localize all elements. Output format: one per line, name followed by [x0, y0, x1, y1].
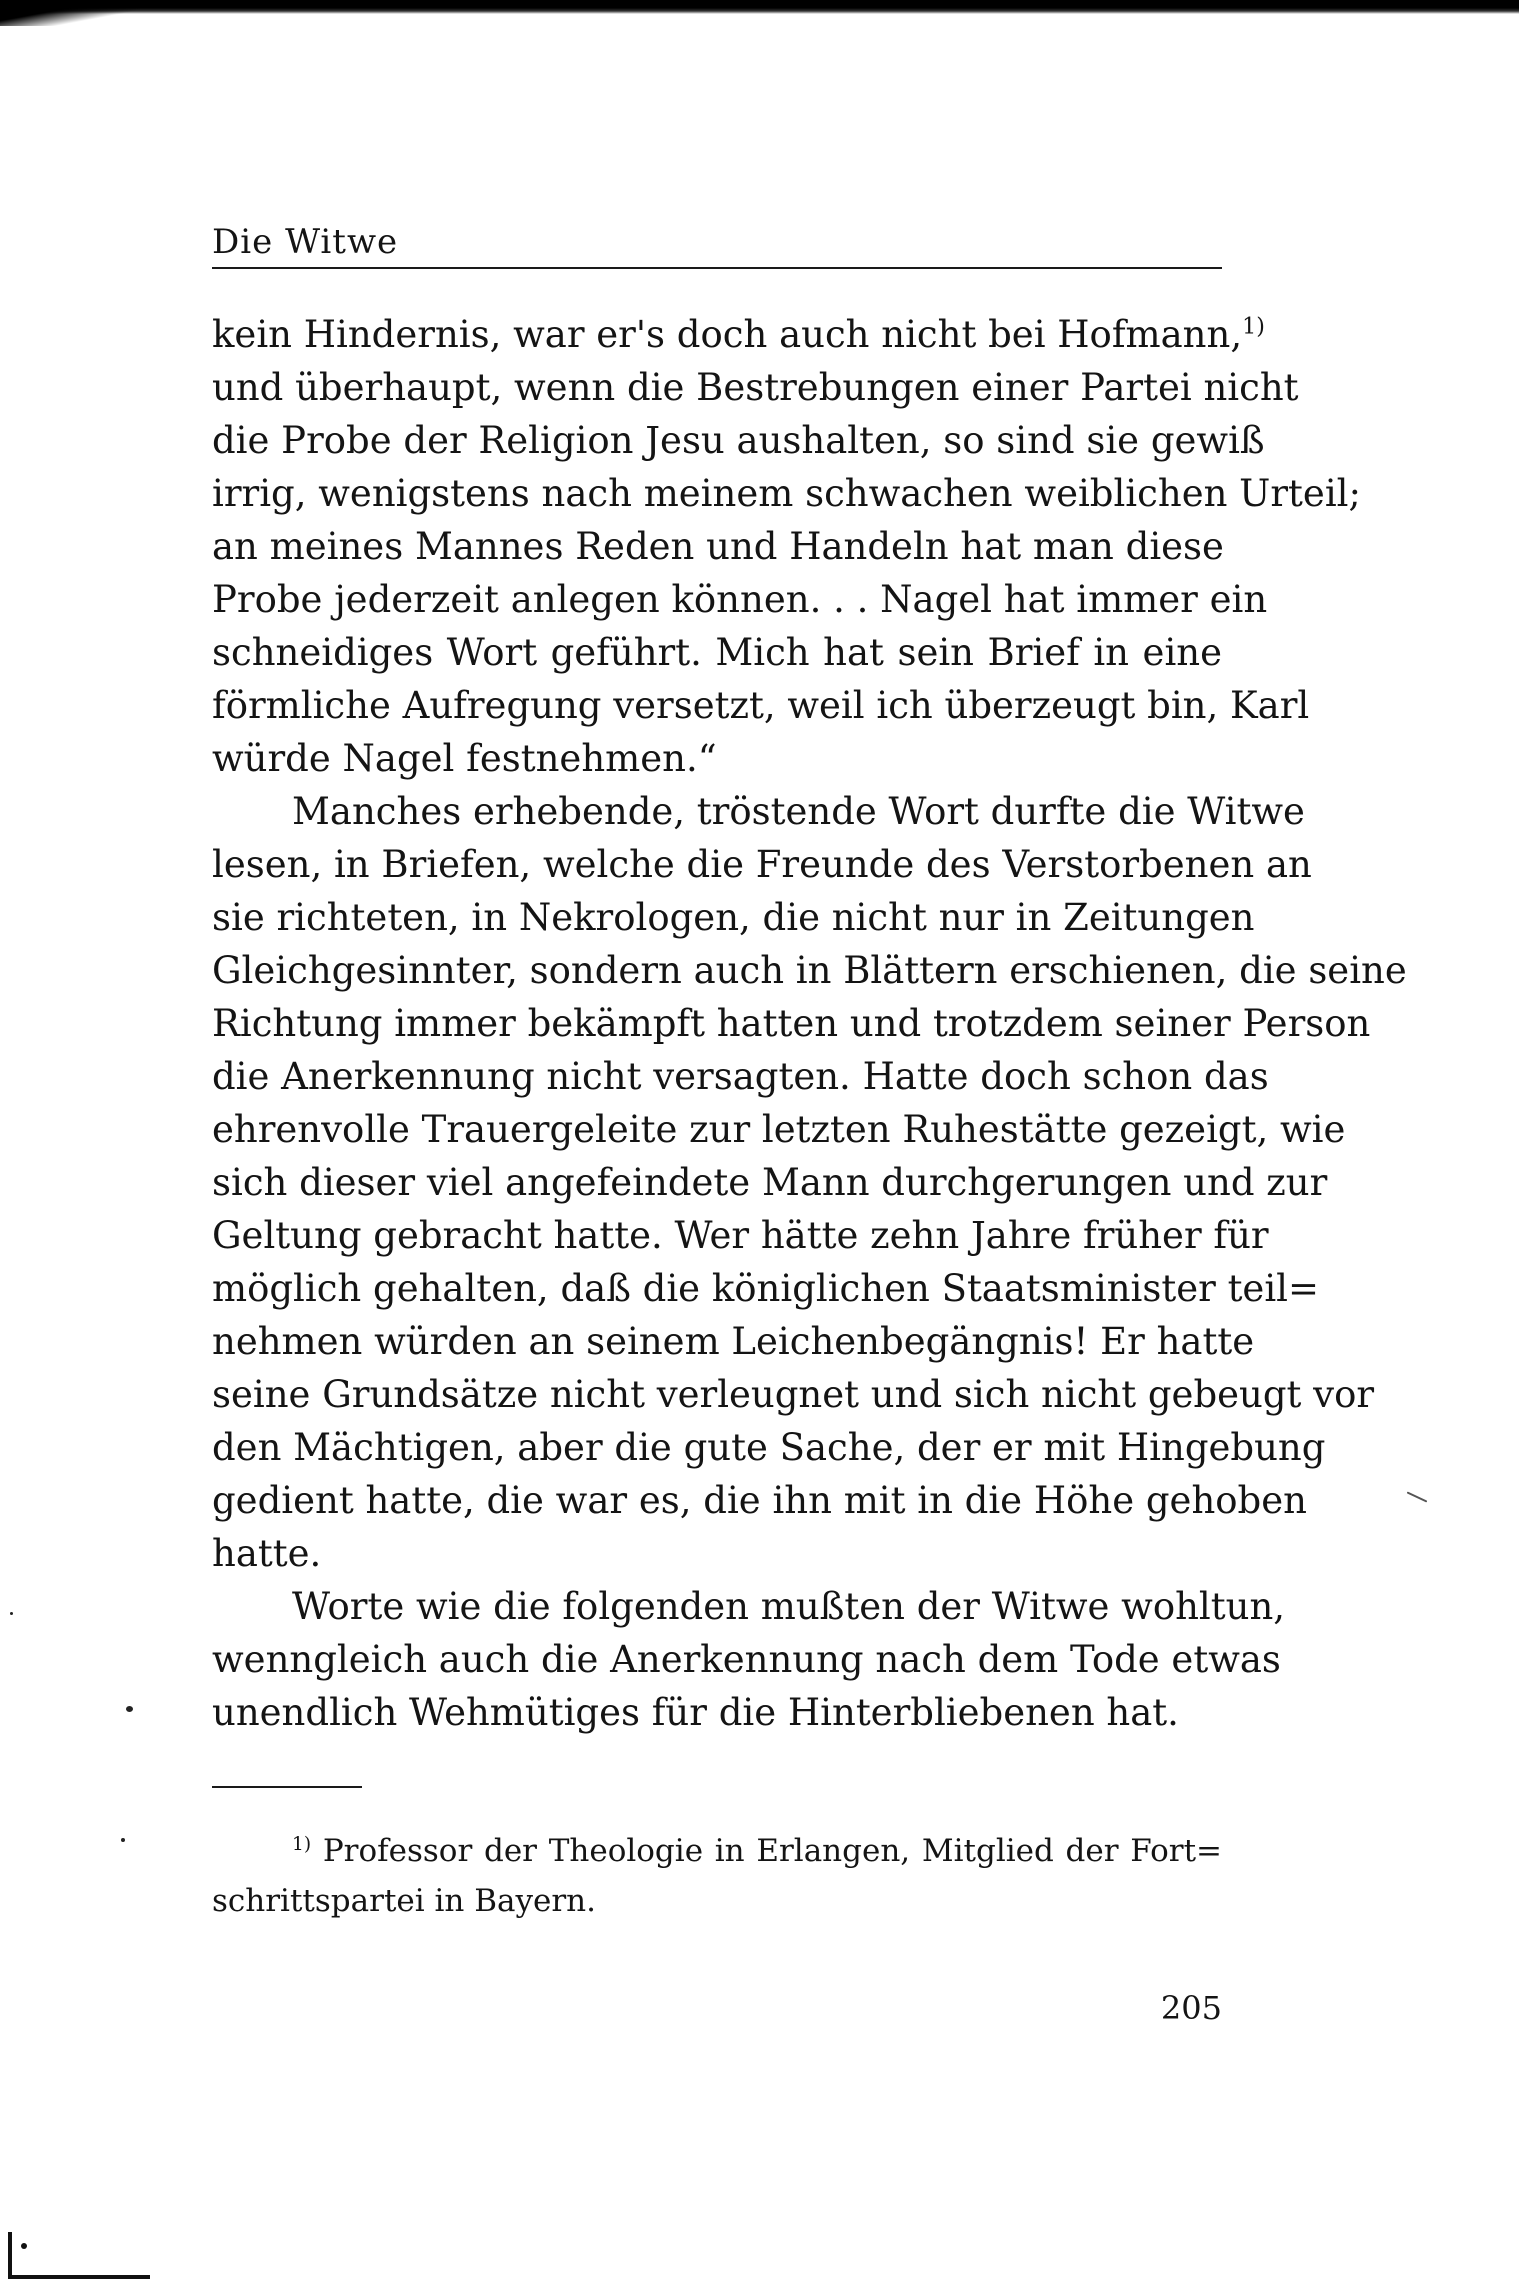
footnote-reference: 1) — [1242, 313, 1265, 340]
text-line-26: wenngleich auch die Anerkennung nach dem Tode etwas — [212, 1638, 1281, 1681]
text-line-1-content: kein Hindernis, war er's doch auch nicht bei Hofmann, — [212, 313, 1243, 356]
text-line-17: sich dieser viel angefeindete Mann durchgerungen und zur — [212, 1161, 1328, 1204]
body-text — [212, 308, 1407, 1739]
text-line-5: an meines Mannes Reden und Handeln hat man diese — [212, 525, 1224, 568]
text-line-22: den Mächtigen, aber die gute Sache, der er mit Hingebung — [212, 1426, 1326, 1469]
text-line-24: hatte. — [212, 1532, 322, 1575]
running-header — [212, 222, 1222, 268]
running-title: Die Witwe — [212, 222, 399, 262]
text-line-8: förmliche Aufregung versetzt, weil ich überzeugt bin, Karl — [212, 684, 1310, 727]
text-line-18: Geltung gebracht hatte. Wer hätte zehn Jahre früher für — [212, 1214, 1269, 1257]
scan-speck — [10, 1612, 13, 1615]
footnote — [212, 1826, 1222, 1926]
text-line-12: sie richteten, in Nekrologen, die nicht nur in Zeitungen — [212, 896, 1255, 939]
text-line-21: seine Grundsätze nicht verleugnet und sich nicht gebeugt vor — [212, 1373, 1375, 1416]
scan-edge-top — [0, 0, 1519, 14]
text-line-15: die Anerkennung nicht versagten. Hatte doch schon das — [212, 1055, 1269, 1098]
text-line-13: Gleichgesinnter, sondern auch in Blättern erschienen, die seine — [212, 949, 1407, 992]
text-line-7: schneidiges Wort geführt. Mich hat sein Brief in eine — [212, 631, 1222, 674]
text-line-19: möglich gehalten, daß die königlichen Staatsminister teil= — [212, 1267, 1320, 1310]
text-line-3: die Probe der Religion Jesu aushalten, so sind sie gewiß — [212, 419, 1265, 462]
text-line-16: ehrenvolle Trauergeleite zur letzten Ruhestätte gezeigt, wie — [212, 1108, 1346, 1151]
footnote-line-2: schrittspartei in Bayern. — [212, 1883, 597, 1919]
header-rule — [212, 267, 1222, 269]
text-line-20: nehmen würden an seinem Leichenbegängnis! Er hatte — [212, 1320, 1255, 1363]
text-line-11: lesen, in Briefen, welche die Freunde des Verstorbenen an — [212, 843, 1312, 886]
text-line-4: irrig, wenigstens nach meinem schwachen weiblichen Urteil; — [212, 472, 1361, 515]
text-line-6: Probe jederzeit anlegen können. . . Nagel hat immer ein — [212, 578, 1268, 621]
footnote-line-1-content: Professor der Theologie in Erlangen, Mitglied der Fort= — [322, 1833, 1222, 1869]
footnote-line-1 — [212, 1826, 1222, 1876]
text-line-1 — [212, 308, 1265, 361]
scan-speck — [121, 1838, 125, 1842]
scan-speck — [126, 1706, 133, 1712]
text-line-27: unendlich Wehmütiges für die Hinterbliebenen hat. — [212, 1691, 1179, 1734]
text-line-10: Manches erhebende, tröstende Wort durfte die Witwe — [292, 790, 1305, 833]
text-line-23: gedient hatte, die war es, die ihn mit in die Höhe gehoben — [212, 1479, 1307, 1522]
page-number: 205 — [1160, 1989, 1222, 2027]
text-line-14: Richtung immer bekämpft hatten und trotzdem seiner Person — [212, 1002, 1371, 1045]
text-line-25: Worte wie die folgenden mußten der Witwe wohltun, — [292, 1585, 1286, 1628]
scan-speck — [1407, 1491, 1428, 1502]
scan-corner-mark — [0, 2232, 150, 2283]
footnote-rule — [212, 1786, 362, 1788]
text-line-2: und überhaupt, wenn die Bestrebungen einer Partei nicht — [212, 366, 1299, 409]
footnote-marker: 1) — [292, 1833, 312, 1855]
text-line-9: würde Nagel festnehmen.“ — [212, 737, 717, 780]
